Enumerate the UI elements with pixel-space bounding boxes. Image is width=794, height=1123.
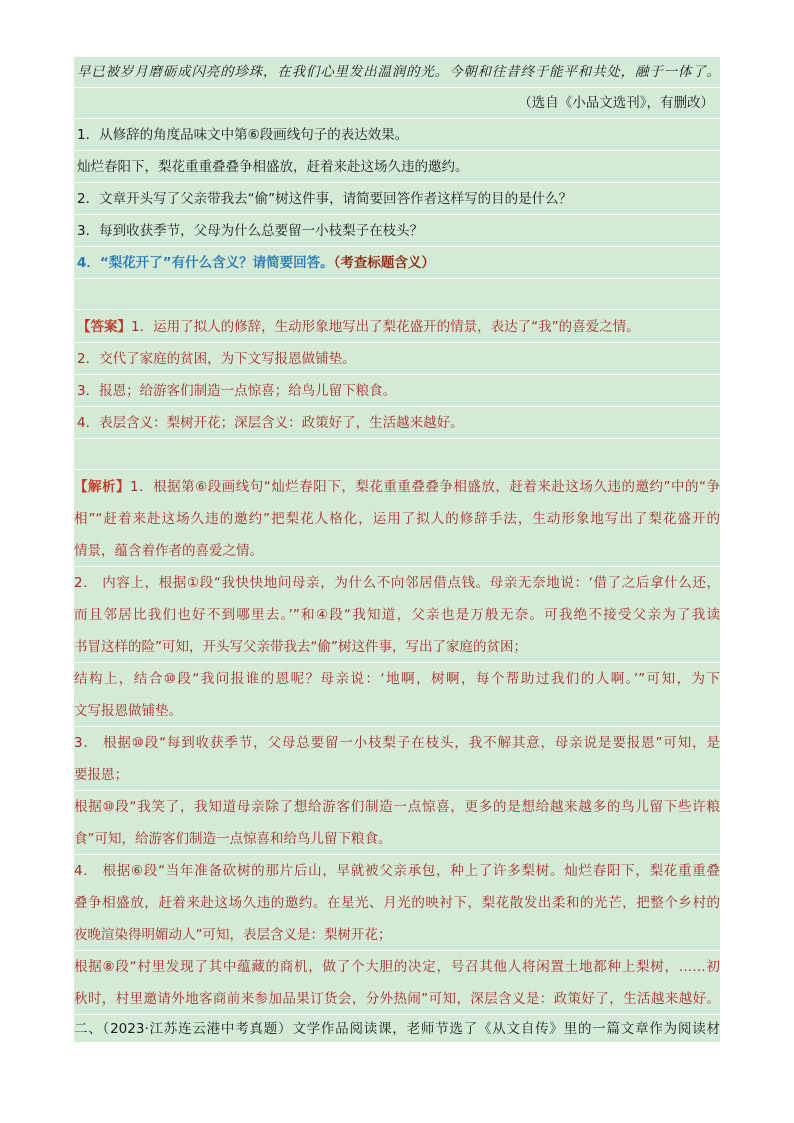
question-3: 3．每到收获季节，父母为什么总要留一小枝梨子在枝头？ [77,223,424,239]
question-1: 1．从修辞的角度品味文中第⑥段画线句子的表达效果。 [77,127,409,143]
explanation-1-line-3: 情景，蕴含着作者的喜爱之情。 [74,543,263,559]
question-4: 4．“梨花开了”有什么含义？请简要回答。（考查标题含义） [77,255,435,271]
question-2: 2．文章开头写了父亲带我去“偷”树这件事，请简要回答作者这样写的目的是什么？ [77,191,573,207]
explanation-4-line-3: 夜晚渲染得明媚动人”可知，表层含义是：梨树开花； [74,927,392,943]
explanation-2-line-3: 书冒这样的险”可知，开头写父亲带我去“偷”树这件事，写出了家庭的贫困； [74,639,527,655]
explanation-3-line-1: 3． 根据⑩段“每到收获季节，父母总要留一小枝梨子在枝头，我不解其意，母亲说是要报恩”可知，是 [74,735,720,751]
answer-1: 【答案】1．运用了拟人的修辞，生动形象地写出了梨花盛开的情景，表达了“我”的喜爱之情。 [74,317,720,337]
explanation-4-line-1: 4． 根据⑥段“当年准备砍树的那片后山，早就被父亲承包，种上了许多梨树。灿烂春阳下，梨花重重叠 [74,863,720,879]
explanation-4-line-5: 秋时，村里邀请外地客商前来参加品果订货会，分外热闹”可知，深层含义是：政策好了，生活越来越好。 [74,991,720,1007]
answer-4: 4．表层含义：梨树开花；深层含义：政策好了，生活越来越好。 [77,415,464,431]
explanation-2-line-1: 2． 内容上，根据①段“我快快地问母亲，为什么不向邻居借点钱。母亲无奈地说：‘借了之后拿什么还， [74,575,720,591]
explanation-label: 【解析】 [74,479,131,495]
document-block [74,57,720,1042]
explanation-1-line-1: 【解析】1．根据第⑥段画线句“灿烂春阳下，梨花重重叠叠争相盛放，赶着来赴这场久违的邀约”中的“争 [74,479,720,495]
explanation-3-line-3: 根据⑩段“我笑了，我知道母亲除了想给游客们制造一点惊喜，更多的是想给越来越多的鸟儿留下些许粮 [74,799,720,815]
explanation-2-line-5: 文写报恩做铺垫。 [74,703,182,719]
question-4-tag: （考查标题含义） [333,255,435,271]
explanation-4-line-4: 根据⑧段“村里发现了其中蕴藏的商机，做了个大胆的决定，号召其他人将闲置土地都种上梨树，……初 [74,959,720,975]
explanation-2-line-2: 而且邻居比我们也好不到哪里去。’”和④段“我知道，父亲也是万般无奈。可我绝不接受父亲为了我读 [74,607,720,623]
answer-label: 【答案】 [77,319,131,335]
explanation-3-line-2: 要报恩； [74,767,128,783]
explanation-3-line-4: 食”可知，给游客们制造一点惊喜和给鸟儿留下粮食。 [74,831,392,847]
passage-tail: 早已被岁月磨砺成闪亮的珍珠，在我们心里发出温润的光。今朝和往昔终于能平和共处，融于一体了。 [77,64,720,80]
explanation-2-line-4: 结构上，结合⑩段“我问报谁的恩呢？母亲说：‘地啊，树啊，每个帮助过我们的人啊。’”可知，为下 [74,671,720,687]
question-1-sentence: 灿烂春阳下，梨花重重叠叠争相盛放，赶着来赴这场久违的邀约。 [77,159,469,175]
answer-2: 2．交代了家庭的贫困，为下文写报恩做铺垫。 [77,351,356,367]
next-question-heading: 二、（2023·江苏连云港中考真题）文学作品阅读课，老师节选了《从文自传》里的一篇文章作为阅读材 [74,1021,720,1037]
explanation-1-line-2: 相”“赶着来赴这场久违的邀约”把梨花人格化，运用了拟人的修辞手法，生动形象地写出了梨花盛开的 [74,511,720,527]
answer-3: 3．报恩；给游客们制造一点惊喜；给鸟儿留下粮食。 [77,383,397,399]
source-note: （选自《小品文选刊》，有删改） [518,95,714,111]
explanation-4-line-2: 叠争相盛放，赶着来赴这场久违的邀约。在星光、月光的映衬下，梨花散发出柔和的光芒，把整个乡村的 [74,895,720,911]
